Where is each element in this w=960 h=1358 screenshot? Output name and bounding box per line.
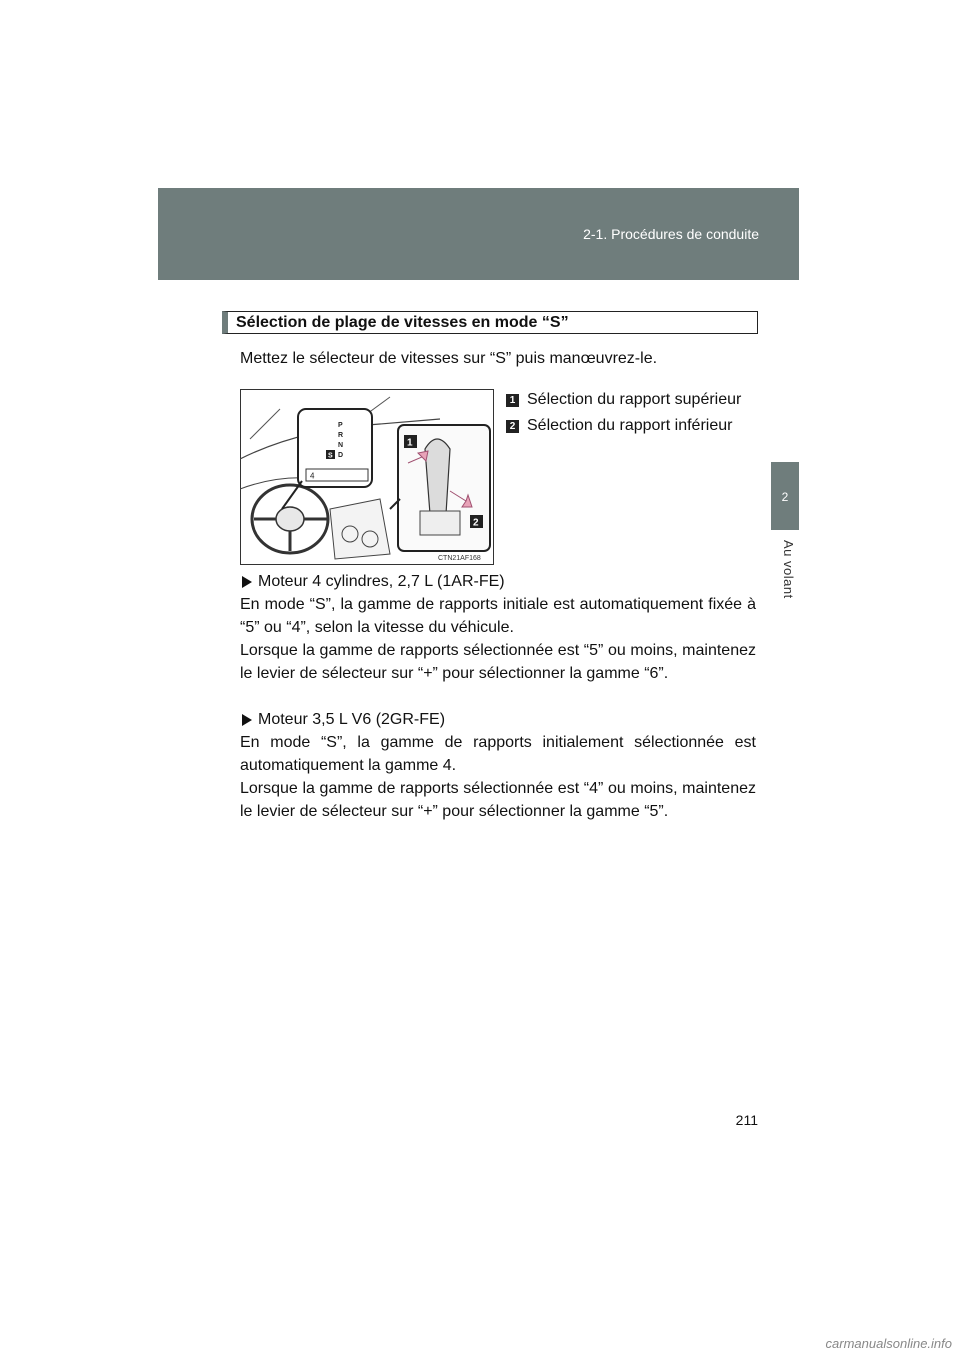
header-band: [158, 188, 799, 280]
callout-downshift: [506, 413, 741, 439]
engine-2gr-title-row: [240, 708, 756, 731]
engine-2gr-section: [240, 708, 756, 823]
bullet-arrow-icon: [242, 714, 252, 726]
engine-2gr-title: Moteur 3,5 L V6 (2GR-FE): [258, 711, 446, 728]
callout-text-1: Sélection du rapport supérieur: [527, 391, 742, 408]
intro-text: Mettez le sélecteur de vitesses sur “S” puis manœuvrez-le.: [240, 350, 658, 367]
engine-2gr-paragraph-1: En mode “S”, la gamme de rapports initialement sélectionnée est automatiquement la gamme 4.: [240, 734, 756, 774]
figure-marker-1: 1: [407, 437, 413, 449]
engine-1ar-title-row: [240, 570, 756, 593]
figure-marker-2: 2: [473, 517, 479, 529]
chapter-tab: [771, 462, 799, 530]
section-heading: Sélection de plage de vitesses en mode “S”: [222, 311, 758, 334]
footer-watermark: carmanualsonline.info: [825, 1336, 952, 1351]
figure-code: CTN21AF168: [438, 555, 481, 562]
chapter-label: Au volant: [781, 540, 796, 599]
gear-display-value: 4: [310, 471, 315, 481]
bullet-arrow-icon: [242, 576, 252, 588]
gear-letter-n: N: [338, 442, 344, 449]
gear-letter-d: D: [338, 452, 344, 459]
gear-mode-letter: S: [328, 452, 333, 460]
engine-1ar-paragraph-2: Lorsque la gamme de rapports sélectionnée est “5” ou moins, maintenez le levier de sélecteur sur “+” pour sélectionner la gamme “6”.: [240, 642, 756, 682]
section-breadcrumb: 2-1. Procédures de conduite: [583, 226, 759, 242]
callout-badge-1: 1: [506, 394, 519, 407]
callout-list: [506, 387, 741, 439]
engine-1ar-paragraph-1: En mode “S”, la gamme de rapports initiale est automatiquement fixée à “5” ou “4”, selon la vitesse du véhicule.: [240, 596, 756, 636]
callout-text-2: Sélection du rapport inférieur: [527, 417, 733, 434]
gear-letter-r: R: [338, 432, 344, 439]
engine-1ar-title: Moteur 4 cylindres, 2,7 L (1AR-FE): [258, 573, 505, 590]
page-number: 211: [735, 1112, 758, 1128]
gear-selector-illustration: [240, 389, 494, 565]
engine-2gr-paragraph-2: Lorsque la gamme de rapports sélectionnée est “4” ou moins, maintenez le levier de sélecteur sur “+” pour sélectionner la gamme “5”.: [240, 780, 756, 820]
engine-1ar-section: [240, 570, 756, 685]
callout-badge-2: 2: [506, 420, 519, 433]
callout-upshift: [506, 387, 741, 413]
gear-letter-p: P: [338, 422, 343, 429]
chapter-number: 2: [781, 490, 789, 504]
